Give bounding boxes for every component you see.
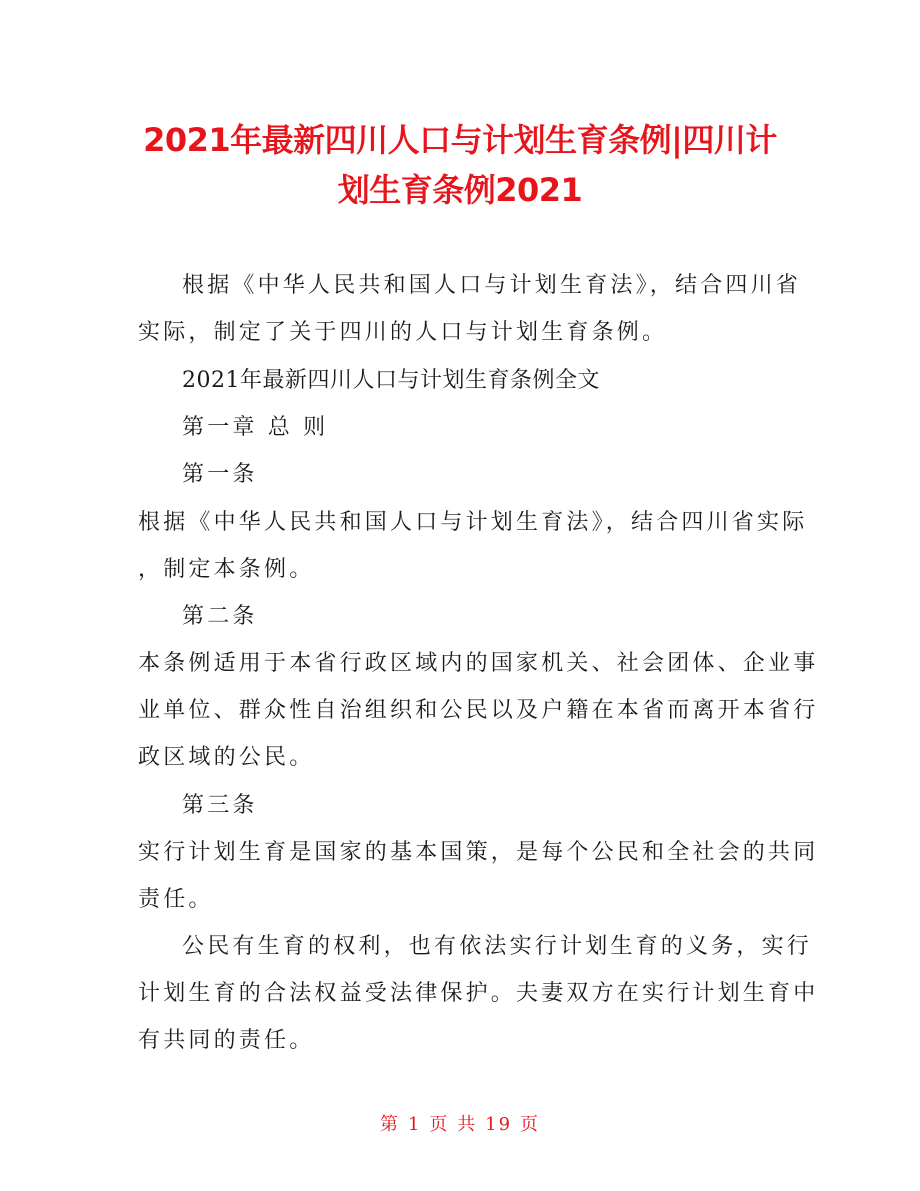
paragraph-line: 2021年最新四川人口与计划生育条例全文 bbox=[182, 368, 600, 393]
document-title-line-1: 2021年最新四川人口与计划生育条例|四川计 bbox=[143, 121, 777, 159]
paragraph-line: 实际，制定了关于四川的人口与计划生育条例。 bbox=[138, 320, 668, 345]
footer-page-number: 1 bbox=[407, 1114, 422, 1135]
paragraph-line: 计划生育的合法权益受法律保护。夫妻双方在实行计划生育中 bbox=[138, 981, 819, 1006]
paragraph-line: 本条例适用于本省行政区域内的国家机关、社会团体、企业事 bbox=[138, 651, 819, 676]
paragraph-line: 根据《中华人民共和国人口与计划生育法》，结合四川省 bbox=[182, 273, 802, 298]
footer-middle: 页 共 bbox=[429, 1114, 478, 1135]
paragraph-line: 根据《中华人民共和国人口与计划生育法》，结合四川省实际 bbox=[138, 510, 808, 535]
article-heading: 第一条 bbox=[182, 462, 258, 487]
page-footer bbox=[0, 1113, 920, 1137]
paragraph-line: 有共同的责任。 bbox=[138, 1028, 315, 1053]
document-title-line-2: 划生育条例2021 bbox=[337, 171, 583, 209]
paragraph-line: 责任。 bbox=[138, 887, 214, 912]
footer-total-pages: 19 bbox=[485, 1114, 513, 1135]
paragraph-line: 实行计划生育是国家的基本国策，是每个公民和全社会的共同 bbox=[138, 840, 819, 865]
article-heading: 第二条 bbox=[182, 604, 258, 629]
paragraph-line: 业单位、群众性自治组织和公民以及户籍在本省而离开本省行 bbox=[138, 698, 819, 723]
paragraph-line: 公民有生育的权利，也有依法实行计划生育的义务，实行 bbox=[182, 934, 813, 959]
paragraph-line: ，制定本条例。 bbox=[138, 557, 315, 582]
article-heading: 第三条 bbox=[182, 793, 258, 818]
footer-prefix: 第 bbox=[379, 1114, 400, 1135]
footer-suffix: 页 bbox=[520, 1114, 541, 1135]
chapter-heading: 第一章 总 则 bbox=[182, 415, 329, 440]
paragraph-line: 政区域的公民。 bbox=[138, 745, 315, 770]
